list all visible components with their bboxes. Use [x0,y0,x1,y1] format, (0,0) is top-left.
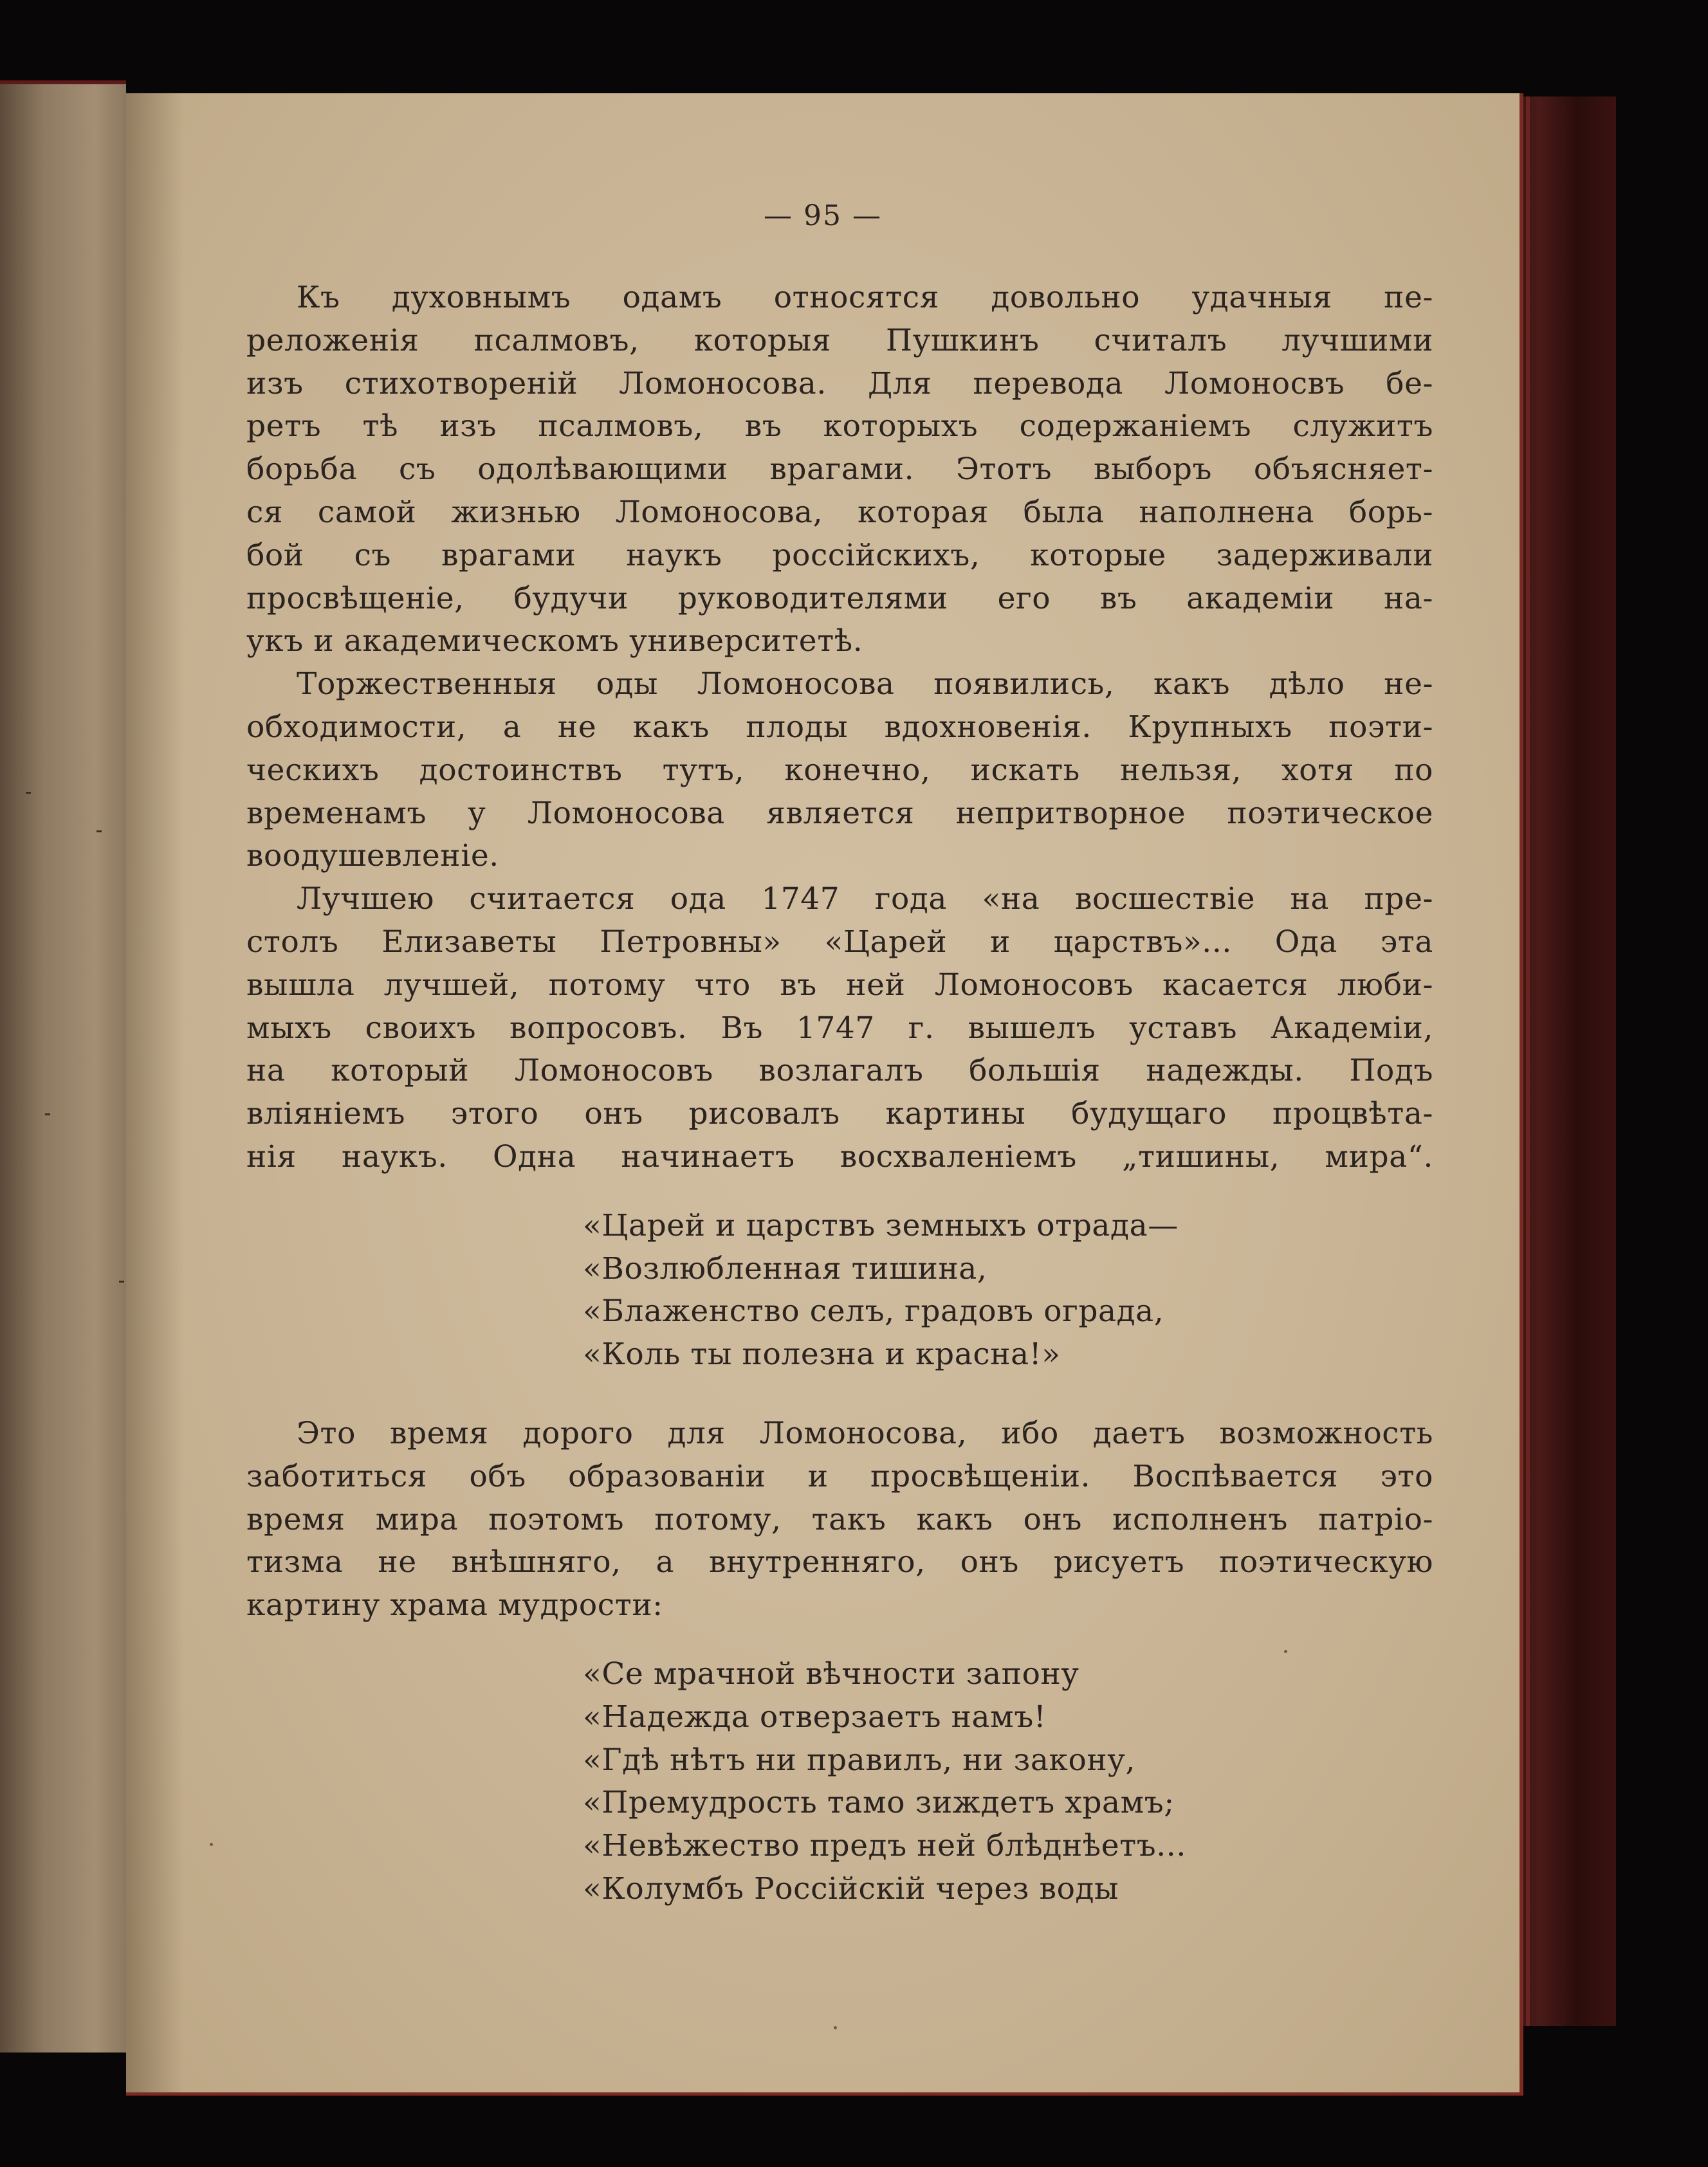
paper-speck [210,1843,213,1846]
verse-line: «Блаженство селъ, градовъ ограда, [583,1294,1164,1330]
text-line: ческихъ достоинствъ тутъ, конечно, искать нельзя, хотя по [246,752,1433,788]
paragraph-3 [246,878,1433,1179]
verse-line: «Гдѣ нѣтъ ни правилъ, ни закону, [583,1742,1136,1778]
text-line: бой съ врагами наукъ россійскихъ, которые задерживали [246,537,1433,573]
verse-line: «Невѣжество предъ ней блѣднѣетъ... [583,1828,1186,1864]
text-line: обходимости, а не какъ плоды вдохновенія. Крупныхъ поэти- [246,709,1433,745]
text-line: Лучшею считается ода 1747 года «на восшествіе на пре- [297,881,1433,917]
book-page [126,93,1523,2096]
verse-line: «Надежда отверзаетъ намъ! [583,1699,1047,1735]
text-line: заботиться объ образованіи и просвѣщеніи. Воспѣвается это [246,1458,1433,1494]
facing-page-edge [0,80,126,2053]
paragraph-1 [246,277,1433,663]
verse-quote-2 [583,1653,1433,1911]
verse-line: «Колумбъ Россійскій через воды [583,1870,1119,1906]
page-body [246,277,1433,1911]
verse-line: «Возлюбленная тишина, [583,1250,987,1286]
text-line: тизма не внѣшняго, а внутренняго, онъ рисуетъ поэтическую [246,1544,1433,1580]
text-line: мыхъ своихъ вопросовъ. Въ 1747 г. вышелъ уставъ Академіи, [246,1010,1433,1046]
paper-speck [834,2026,837,2029]
paragraph-2 [246,663,1433,878]
facing-page-mark [119,1281,124,1283]
text-line: Торжественныя оды Ломоносова появились, какъ дѣло не- [297,666,1433,702]
text-line: Это время дорого для Ломоносова, ибо даетъ возможность [297,1415,1433,1451]
text-line: борьба съ одолѣвающими врагами. Этотъ выборъ объясняет- [246,452,1433,488]
text-line: реложенія псалмовъ, которыя Пушкинъ считалъ лучшими [246,322,1433,358]
paper-speck [1284,1650,1287,1653]
text-line: на который Ломоносовъ возлагалъ большія надежды. Подъ [246,1053,1433,1089]
text-line: вышла лучшей, потому что въ ней Ломоносовъ касается люби- [246,967,1433,1003]
page-number: — 95 — [764,199,882,232]
verse-quote-1 [583,1205,1433,1376]
book-page-stack [1520,96,1616,2026]
facing-page-mark [45,1113,50,1115]
paragraph-4 [246,1413,1433,1627]
verse-line: «Царей и царствъ земныхъ отрада— [583,1207,1179,1243]
text-line: укъ и академическомъ университетѣ. [246,623,863,659]
text-line: Къ духовнымъ одамъ относятся довольно удачныя пе- [297,280,1433,315]
text-line: вліяніемъ этого онъ рисовалъ картины будущаго процвѣта- [246,1096,1433,1132]
text-line: воодушевленіе. [246,838,499,874]
text-line: изъ стихотвореній Ломоносова. Для перевода Ломоносвъ бе- [246,365,1433,401]
text-line: временамъ у Ломоносова является непритворное поэтическое [246,795,1433,831]
text-line: ретъ тѣ изъ псалмовъ, въ которыхъ содержаніемъ служитъ [246,408,1433,444]
text-line: просвѣщеніе, будучи руководителями его въ академіи на- [246,580,1433,616]
text-line: нія наукъ. Одна начинаетъ восхваленіемъ „тишины, мира“. [246,1138,1433,1175]
text-line: столъ Елизаветы Петровны» «Царей и царствъ»... Ода эта [246,924,1433,960]
facing-page-mark [96,830,102,832]
verse-line: «Коль ты полезна и красна!» [583,1337,1061,1373]
text-line: ся самой жизнью Ломоносова, которая была наполнена борь- [246,494,1433,530]
facing-page-mark [26,792,31,794]
text-line: картину храма мудрости: [246,1587,663,1623]
verse-line: «Се мрачной вѣчности запону [583,1656,1079,1692]
verse-line: «Премудрость тамо зиждетъ храмъ; [583,1785,1175,1821]
text-line: время мира поэтомъ потому, такъ какъ онъ исполненъ патріо- [246,1501,1433,1537]
